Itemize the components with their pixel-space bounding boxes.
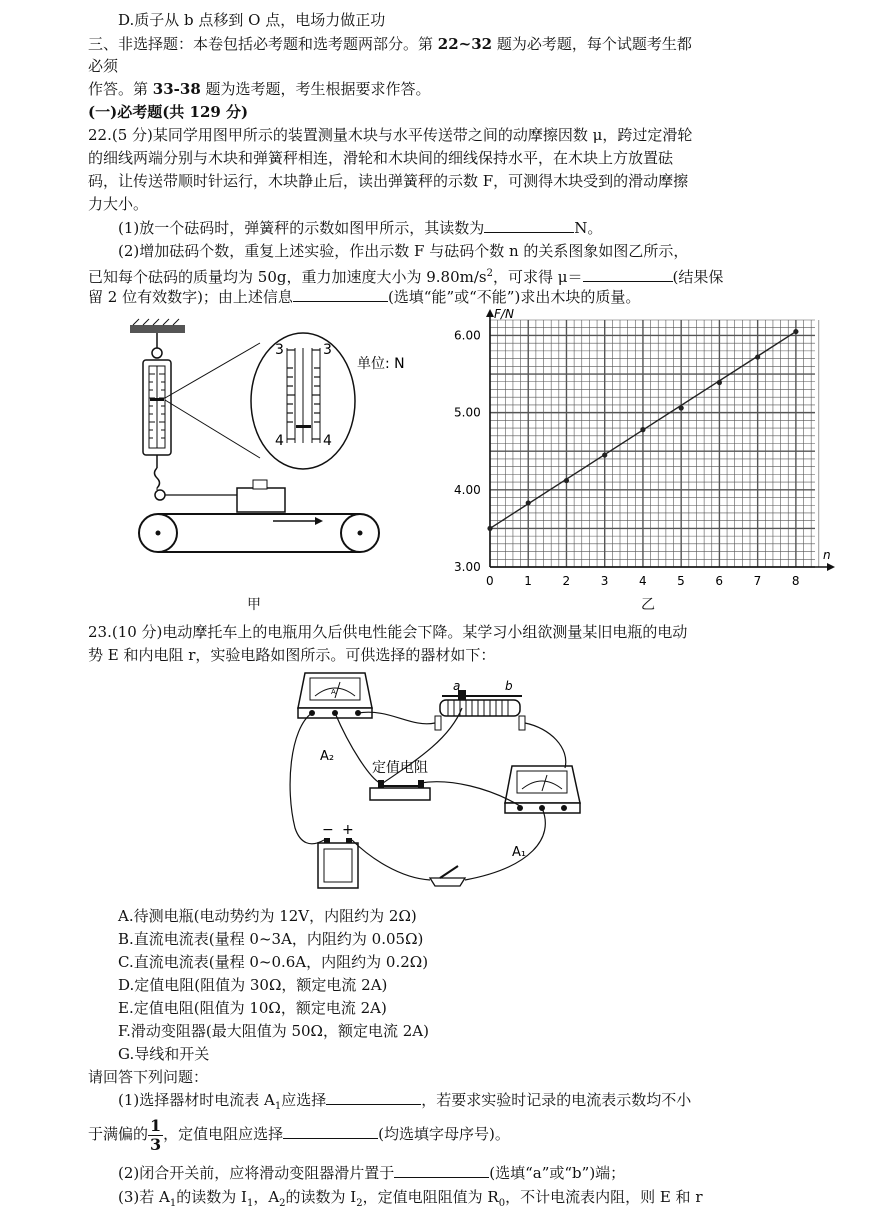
data-point [564, 478, 569, 483]
figure-yi-chart [450, 305, 835, 595]
q23-part1: (1)选择器材时电流表 $A_1$应选择 ，若要求实验时记录的电流表示数均不小 [118, 1091, 692, 1112]
answer-blank[interactable] [394, 1163, 489, 1178]
answer-blank[interactable] [283, 1124, 378, 1139]
q22-line2: 的细线两端分别与木块和弹簧秤相连，滑轮和木块间的细线保持水平，在木块上方放置砝 [88, 149, 674, 167]
data-point [602, 452, 607, 457]
data-point [679, 405, 684, 410]
rheostat [435, 690, 525, 730]
option-e: E.定值电阻(阻值为 10Ω，额定电流 2A) [118, 999, 387, 1017]
x-tick-label: 3 [600, 574, 609, 588]
x-axis-arrow [827, 563, 835, 571]
label-b: b [505, 679, 513, 693]
q22-part1: (1)放一个砝码时，弹簧秤的示数如图甲所示，其读数为 N。 [118, 219, 603, 237]
option-d: D.定值电阻(阻值为 30Ω，额定电流 2A) [118, 976, 388, 994]
x-tick-label: 2 [562, 574, 571, 588]
option-f: F.滑动变阻器(最大阻值为 50Ω，额定电流 2A) [118, 1022, 429, 1040]
q22-part2: (2)增加砝码个数，重复上述实验，作出示数 F 与砝码个数 n 的关系图象如图乙所示， [118, 242, 689, 260]
questions-header: 请回答下列问题： [88, 1068, 209, 1086]
resistor-label: 定值电阻 [372, 760, 428, 776]
q22-line1: 22.(5 分)某同学用图甲所示的装置测量木块与水平传送带之间的动摩擦因数 μ，跨过定滑轮 [88, 126, 693, 144]
option-a: A.待测电瓶(电动势约为 12V，内阻约为 2Ω) [118, 907, 417, 925]
ammeter-a1 [505, 766, 580, 813]
option-g: G.导线和开关 [118, 1045, 210, 1063]
q23-part3: (3)若 $A_1$的读数为 $I_1$，$A_2$的读数为 $I_2$，定值电阻阻值为 $R_0$，不计电流表内阻，则 E 和 r [118, 1188, 703, 1209]
x-tick-label: 7 [753, 574, 762, 588]
figure-jia-apparatus [125, 318, 455, 563]
y-tick-label: 5.00 [454, 405, 481, 420]
x-axis-label: n [823, 548, 831, 562]
scale-label-4-left: 4 [275, 433, 284, 449]
q23-line1: 23.(10 分)电动摩托车上的电瓶用久后供电性能会下降。某学习小组欲测量某旧电瓶的电动 [88, 623, 688, 641]
x-tick-label: 4 [638, 574, 647, 588]
answer-blank[interactable] [293, 287, 388, 302]
section-3-line3: 作答。第 33-38 题为选考题，考生根据要求作答。 [88, 80, 431, 98]
x-tick-label: 8 [791, 574, 800, 588]
switch [430, 866, 465, 886]
battery [318, 838, 358, 888]
answer-blank[interactable] [484, 218, 574, 233]
y-tick-label: 3.00 [454, 560, 481, 574]
q23-part2: (2)闭合开关前，应将滑动变阻器滑片置于 (选填“a”或“b”)端； [118, 1164, 626, 1182]
data-point [640, 427, 645, 432]
data-point [487, 526, 492, 531]
ammeter-a2 [298, 673, 372, 718]
q22-part2-line3: 留 2 位有效数字)；由上述信息 (选填“能”或“不能”)求出木块的质量。 [88, 288, 641, 306]
a1-label: A₁ [512, 845, 527, 860]
x-tick-label: 6 [715, 574, 724, 588]
figure-yi-caption: 乙 [641, 597, 655, 613]
data-point [526, 500, 531, 505]
svg-text:A: A [331, 688, 336, 696]
x-tick-label: 1 [524, 574, 532, 588]
option-c: C.直流电流表(量程 0~0.6A，内阻约为 0.2Ω) [118, 953, 429, 971]
x-tick-label: 0 [486, 574, 494, 588]
fraction-one-third: $\frac{1}{3}$ [150, 1115, 162, 1154]
figure-jia-caption: 甲 [247, 597, 261, 613]
q23-line2: 势 E 和内电阻 r，实验电路如图所示。可供选择的器材如下： [88, 646, 496, 664]
y-tick-label: 4.00 [454, 482, 481, 497]
answer-blank[interactable] [583, 267, 673, 282]
required-header: (一)必考题(共 129 分) [88, 103, 249, 121]
q22-part2-line2: 已知每个砝码的质量均为 50g，重力加速度大小为 $9.80m/s^2$，可求得 μ＝ (结果保 [88, 268, 724, 286]
q23-part1-line2: 于满偏的 $\frac{1}{3}$ ，定值电阻应选择 (均选填字母序号)。 [88, 1115, 510, 1154]
data-point [793, 329, 798, 334]
battery-minus: − [322, 822, 334, 838]
option-b: B.直流电流表(量程 0~3A，内阻约为 0.05Ω) [118, 930, 424, 948]
x-tick-label: 5 [677, 574, 685, 588]
label-a: a [453, 679, 461, 693]
y-axis-label: F/N [494, 307, 514, 321]
scale-label-3-left: 3 [275, 342, 284, 358]
battery-plus: + [342, 822, 354, 838]
section-3-header: 三、非选择题：本卷包括必考题和选考题两部分。第 22~32 题为必考题，每个试题考生都 [88, 35, 692, 53]
section-3-line2: 必须 [88, 57, 119, 75]
q22-line3: 码，让传送带顺时针运行，木块静止后，读出弹簧秤的示数 F，可测得木块受到的滑动摩擦 [88, 172, 689, 190]
scale-label-3-right: 3 [323, 342, 332, 358]
scale-label-4-right: 4 [323, 433, 332, 449]
y-axis-arrow [486, 309, 494, 317]
answer-blank[interactable] [326, 1090, 421, 1105]
q22-line4: 力大小。 [88, 195, 149, 213]
a2-label: A₂ [320, 749, 335, 764]
data-point [755, 354, 760, 359]
option-d-line: D.质子从 b 点移到 O 点，电场力做正功 [118, 11, 386, 29]
unit-label: 单位: N [357, 356, 405, 372]
data-point [717, 380, 722, 385]
y-tick-label: 6.00 [454, 328, 481, 343]
circuit-diagram [280, 668, 585, 898]
